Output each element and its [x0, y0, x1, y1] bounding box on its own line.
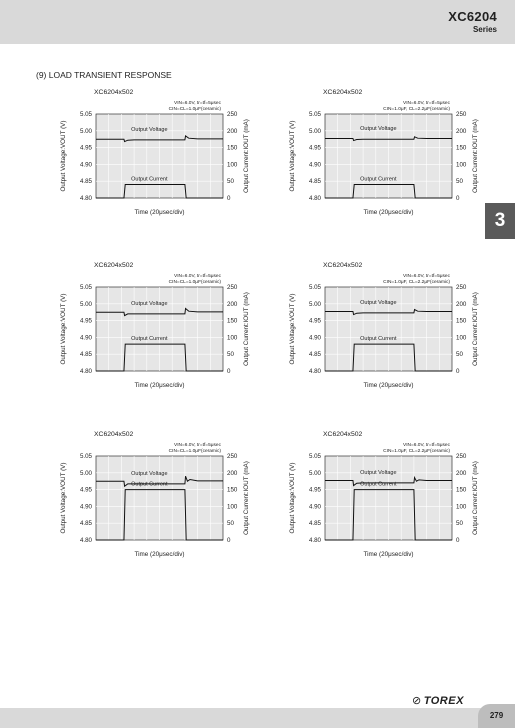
chart-condition: VIN=6.0V, tr=tf=5μsec — [403, 443, 450, 448]
y2-tick-label: 150 — [227, 144, 238, 152]
y2-tick-label: 150 — [227, 486, 238, 494]
y2-tick-label: 150 — [456, 144, 467, 152]
y2-tick-label: 50 — [227, 351, 234, 359]
chart-title: XC6204x502 — [94, 89, 134, 96]
y2-tick-label: 250 — [456, 284, 467, 291]
chart-condition: VIN=6.0V, tr=tf=5μsec — [403, 101, 450, 106]
y2-tick-label: 100 — [456, 161, 467, 169]
y2-tick-label: 200 — [227, 127, 238, 135]
chart-condition: CIN=CL=1.0μF(ceramic) — [168, 280, 221, 285]
chart-panel-3 — [58, 257, 278, 397]
y-tick-label: 4.95 — [308, 317, 321, 325]
chart-title: XC6204x502 — [323, 262, 363, 269]
y-tick-label: 4.90 — [308, 503, 321, 511]
series-label: Output Current — [131, 176, 168, 183]
series-label: Output Current — [360, 176, 397, 183]
series-label: Output Voltage — [131, 126, 168, 133]
chapter-tab: 3 — [485, 203, 515, 239]
y-tick-label: 4.90 — [308, 161, 321, 169]
chart-panel-2 — [287, 84, 507, 224]
chart-condition: CIN=1.0μF, CL=2.2μF(ceramic) — [383, 107, 450, 112]
logo-text: TOREX — [423, 695, 464, 707]
chart-condition: CIN=CL=1.0μF(ceramic) — [168, 107, 221, 112]
chart-title: XC6204x502 — [323, 89, 363, 96]
series-label: Output Current — [360, 481, 397, 488]
y-tick-label: 4.85 — [308, 178, 321, 186]
y-tick-label: 5.00 — [79, 469, 92, 477]
torex-logo-icon: ⊘ — [412, 695, 422, 707]
y2-tick-label: 250 — [227, 453, 238, 460]
y-tick-label: 5.05 — [308, 453, 321, 460]
series-label: Output Voltage — [131, 470, 168, 477]
y-tick-label: 5.05 — [79, 453, 92, 460]
company-logo — [412, 694, 464, 707]
y2-tick-label: 250 — [456, 453, 467, 460]
y-tick-label: 5.05 — [308, 284, 321, 291]
chart-condition: CIN=1.0μF, CL=2.2μF(ceramic) — [383, 449, 450, 454]
y2-tick-label: 200 — [456, 127, 467, 135]
page-header-band — [0, 0, 515, 44]
x-axis-label: Time (20μsec/div) — [134, 551, 185, 558]
y-tick-label: 5.00 — [79, 300, 92, 308]
y2-tick-label: 50 — [227, 178, 234, 186]
y2-tick-label: 200 — [456, 469, 467, 477]
y2-tick-label: 0 — [456, 368, 460, 375]
chart-condition: VIN=6.0V, tr=tf=5μsec — [174, 101, 221, 106]
transient-chart — [287, 257, 507, 397]
y-tick-label: 5.00 — [79, 127, 92, 135]
section-title: (9) LOAD TRANSIENT RESPONSE — [36, 70, 172, 80]
y-tick-label: 5.05 — [79, 284, 92, 291]
y2-tick-label: 100 — [227, 161, 238, 169]
transient-chart — [58, 257, 278, 397]
chart-title: XC6204x502 — [94, 262, 134, 269]
y-tick-label: 4.80 — [79, 195, 92, 202]
y-tick-label: 4.85 — [308, 351, 321, 359]
x-axis-label: Time (20μsec/div) — [363, 382, 414, 389]
y2-tick-label: 250 — [456, 111, 467, 118]
page-number: 279 — [478, 704, 515, 728]
y-tick-label: 4.95 — [308, 486, 321, 494]
transient-chart — [58, 84, 278, 224]
series-label: Output Voltage — [360, 126, 397, 133]
chart-condition: VIN=6.0V, tr=tf=5μsec — [174, 443, 221, 448]
y-tick-label: 5.05 — [79, 111, 92, 118]
y-tick-label: 5.05 — [308, 111, 321, 118]
y2-tick-label: 50 — [456, 178, 463, 186]
series-label: Output Voltage — [131, 300, 168, 307]
y2-tick-label: 0 — [456, 537, 460, 544]
y2-axis-label: Output Current:IOUT (mA) — [243, 292, 250, 366]
series-label: Output Current — [131, 481, 168, 488]
y-tick-label: 4.95 — [79, 486, 92, 494]
chart-title: XC6204x502 — [94, 431, 134, 438]
transient-chart — [287, 84, 507, 224]
y-tick-label: 4.80 — [308, 368, 321, 375]
y2-tick-label: 50 — [227, 520, 234, 528]
y2-tick-label: 200 — [456, 300, 467, 308]
y-tick-label: 4.95 — [79, 317, 92, 325]
y2-axis-label: Output Current:IOUT (mA) — [472, 119, 479, 193]
y-axis-label: Output Voltage:VOUT (V) — [289, 120, 296, 192]
series-label: Output Voltage — [360, 299, 397, 306]
y2-tick-label: 0 — [227, 195, 231, 202]
y-tick-label: 4.85 — [79, 520, 92, 528]
y2-tick-label: 0 — [227, 368, 231, 375]
chart-condition: VIN=6.0V, tr=tf=5μsec — [403, 274, 450, 279]
y2-tick-label: 100 — [456, 503, 467, 511]
y-tick-label: 4.85 — [79, 178, 92, 186]
y2-tick-label: 150 — [456, 317, 467, 325]
series-label: Output Current — [360, 336, 397, 343]
y2-axis-label: Output Current:IOUT (mA) — [472, 292, 479, 366]
y-tick-label: 4.90 — [308, 334, 321, 342]
y2-axis-label: Output Current:IOUT (mA) — [243, 461, 250, 535]
y-tick-label: 4.90 — [79, 334, 92, 342]
y2-axis-label: Output Current:IOUT (mA) — [243, 119, 250, 193]
y-tick-label: 4.95 — [79, 144, 92, 152]
y-axis-label: Output Voltage:VOUT (V) — [289, 293, 296, 365]
y2-tick-label: 50 — [456, 351, 463, 359]
x-axis-label: Time (20μsec/div) — [134, 382, 185, 389]
y2-tick-label: 0 — [456, 195, 460, 202]
y-axis-label: Output Voltage:VOUT (V) — [60, 462, 67, 534]
y-tick-label: 5.00 — [308, 300, 321, 308]
x-axis-label: Time (20μsec/div) — [363, 209, 414, 216]
y2-tick-label: 0 — [227, 537, 231, 544]
y2-tick-label: 50 — [456, 520, 463, 528]
y-tick-label: 4.80 — [79, 368, 92, 375]
chart-panel-1 — [58, 84, 278, 224]
y-tick-label: 5.00 — [308, 469, 321, 477]
y2-tick-label: 250 — [227, 284, 238, 291]
y-tick-label: 4.90 — [79, 161, 92, 169]
y2-tick-label: 100 — [227, 334, 238, 342]
series-label: Output Voltage — [360, 469, 397, 476]
x-axis-label: Time (20μsec/div) — [134, 209, 185, 216]
y-tick-label: 5.00 — [308, 127, 321, 135]
y-tick-label: 4.80 — [79, 537, 92, 544]
x-axis-label: Time (20μsec/div) — [363, 551, 414, 558]
y-tick-label: 4.85 — [308, 520, 321, 528]
y2-tick-label: 150 — [456, 486, 467, 494]
chart-title: XC6204x502 — [323, 431, 363, 438]
series-title: XC6204 — [448, 9, 497, 24]
y2-axis-label: Output Current:IOUT (mA) — [472, 461, 479, 535]
y-tick-label: 4.85 — [79, 351, 92, 359]
transient-chart — [287, 426, 507, 566]
series-label: Output Current — [131, 336, 168, 343]
y-axis-label: Output Voltage:VOUT (V) — [60, 293, 67, 365]
y-tick-label: 4.90 — [79, 503, 92, 511]
y-axis-label: Output Voltage:VOUT (V) — [60, 120, 67, 192]
chart-panel-5 — [58, 426, 278, 566]
y2-tick-label: 100 — [456, 334, 467, 342]
y2-tick-label: 250 — [227, 111, 238, 118]
chart-condition: CIN=1.0μF, CL=2.2μF(ceramic) — [383, 280, 450, 285]
y-tick-label: 4.80 — [308, 195, 321, 202]
y2-tick-label: 200 — [227, 469, 238, 477]
transient-chart — [58, 426, 278, 566]
chart-panel-6 — [287, 426, 507, 566]
y2-tick-label: 100 — [227, 503, 238, 511]
y-tick-label: 4.95 — [308, 144, 321, 152]
series-subtitle: Series — [472, 25, 497, 34]
y-tick-label: 4.80 — [308, 537, 321, 544]
chart-panel-4 — [287, 257, 507, 397]
page-footer-band — [0, 708, 515, 728]
y2-tick-label: 200 — [227, 300, 238, 308]
chart-condition: CIN=CL=1.0μF(ceramic) — [168, 449, 221, 454]
y-axis-label: Output Voltage:VOUT (V) — [289, 462, 296, 534]
y2-tick-label: 150 — [227, 317, 238, 325]
chart-condition: VIN=6.0V, tr=tf=5μsec — [174, 274, 221, 279]
